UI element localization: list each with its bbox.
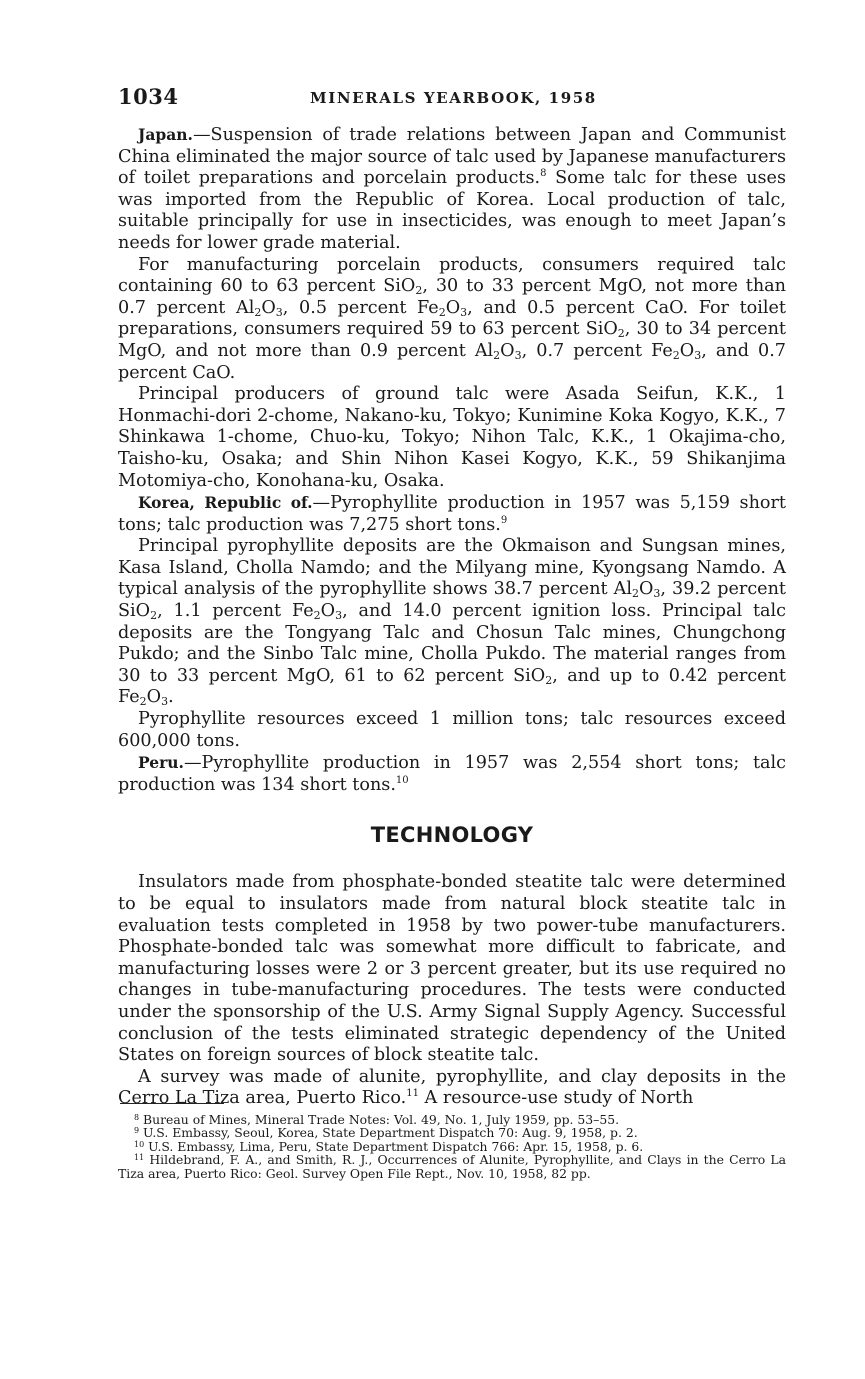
footnote-ref-10: 10 <box>395 774 409 786</box>
footnote-mark: 10 <box>134 1139 145 1149</box>
footnote-mark: 9 <box>134 1126 140 1136</box>
footnote-ref-8: 8 <box>540 168 547 180</box>
run-in-heading-korea: Korea, Republic of. <box>138 493 313 513</box>
footnote <box>118 1126 786 1139</box>
footnote <box>118 1113 786 1126</box>
footnotes <box>118 1113 786 1180</box>
footnote-ref-9: 9 <box>500 514 508 526</box>
body-text <box>118 124 786 1110</box>
running-title: MINERALS YEARBOOK, 1958 <box>310 89 597 107</box>
paragraph-resources: Pyrophyllite resources exceed 1 million tons; talc resources exceed 600,000 tons. <box>118 709 786 751</box>
run-in-heading-japan: Japan. <box>138 125 193 144</box>
footnote-text: U.S. Embassy, Lima, Peru, State Department Dispatch 766: Apr. 15, 1958, p. 6. <box>148 1138 644 1154</box>
paragraph-producers: Principal producers of ground talc were Asada Seifun, K.K., 1 Honmachi-dori 2-chome, Nakano-ku, Tokyo; Kunimine Koka Kogyo, K.K., 7 Shinkawa 1-chome, Chuo-ku, Tokyo; Nihon Talc, K.K., 1 Okajima-cho, Taisho-ku, Osaka; and Shin Nihon Kasei Kogyo, K.K., 59 Shikanjima Motomiya-cho, Konohana-ku, Osaka. <box>118 384 786 491</box>
paragraph-survey: A survey was made of alunite, pyrophyllite, and clay deposits in the Cerro La Tiza area, Puerto Rico.$^{11}$ A resource-use study of North <box>118 1066 786 1109</box>
footnote <box>118 1140 786 1153</box>
footnote-mark: 8 <box>134 1113 140 1122</box>
paragraph-deposits: Principal pyrophyllite deposits are the Okmaison and Sungsan mines, Kasa Island, Cholla Namdo; and the Milyang mine, Kyongsang Namdo. A typical analysis of the pyrophyllite shows 38.7 percent $Al_2O_3$, 39.2 percent SiO$_2$, 1.1 percent $Fe_2O_3$, and 14.0 percent ignition loss. Principal talc deposits are the Tongyang Talc and Chosun Talc mines, Chungchong Pukdo; and the Sinbo Talc mine, Cholla Pukdo. The material ranges from 30 to 33 percent MgO, 61 to 62 percent SiO$_2$, and up to 0.42 percent $Fe_2O_3$. <box>118 536 786 709</box>
paragraph-korea: Korea, Republic of.—Pyrophyllite production in 1957 was 5,159 short tons; talc production was 7,275 short tons.$^9$ <box>118 493 786 535</box>
paragraph-peru: Peru.—Pyrophyllite production in 1957 was 2,554 short tons; talc production was 134 short tons.$^{10}$ <box>118 753 786 795</box>
footnote-divider <box>120 1103 224 1104</box>
run-in-heading-peru: Peru. <box>138 753 184 773</box>
footnote-text: Hildebrand, F. A., and Smith, R. J., Occurrences of Alunite, Pyrophyllite, and Clays in the Cerro La Tiza area, Puerto Rico: Geol. Survey Open File Rept., Nov. 10, 1958, 82 pp. <box>118 1152 786 1181</box>
section-heading-technology: TECHNOLOGY <box>370 823 534 848</box>
footnote-mark: 11 <box>134 1153 145 1163</box>
footnote-text: U.S. Embassy, Seoul, Korea, State Department Dispatch 70: Aug. 9, 1958, p. 2. <box>143 1125 638 1141</box>
paragraph-insulators: Insulators made from phosphate-bonded steatite talc were determined to be equal to insulators made from natural block steatite talc in evaluation tests completed in 1958 by two power-tube manufacturers. Phosphate-bonded talc was somewhat more difficult to fabricate, and manufacturing losses were 2 or 3 percent greater, but its use required no changes in tube-manufacturing procedures. The tests were conducted under the sponsorship of the U.S. Army Signal Supply Agency. Successful conclusion of the tests eliminated strategic dependency of the United States on foreign sources of block steatite talc. <box>118 872 786 1066</box>
paragraph-japan: Japan.—Suspension of trade relations between Japan and Communist China eliminated the major source of talc used by Japanese manufacturers of toilet preparations and porcelain products.$^8$ Some talc for these uses was imported from the Republic of Korea. Local production of talc, suitable principally for use in insecticides, was enough to meet Japan’s needs for lower grade material. <box>118 125 786 253</box>
footnote-ref-11: 11 <box>406 1088 419 1100</box>
footnote <box>118 1153 786 1180</box>
footnote-text: Bureau of Mines, Mineral Trade Notes: Vol. 49, No. 1, July 1959, pp. 53–55. <box>143 1112 620 1127</box>
running-head <box>118 84 786 114</box>
paragraph-porcelain-requirements: For manufacturing porcelain products, consumers required talc containing 60 to 63 percent SiO$_2$, 30 to 33 percent MgO, not more than 0.7 percent $Al_2O_3$, 0.5 percent $Fe_2O_3$, and 0.5 percent CaO. For toilet preparations, consumers required 59 to 63 percent SiO$_2$, 30 to 34 percent MgO, and not more than 0.9 percent $Al_2O_3$, 0.7 percent $Fe_2O_3$, and 0.7 percent CaO. <box>118 254 787 383</box>
page-number: 1034 <box>118 84 179 109</box>
